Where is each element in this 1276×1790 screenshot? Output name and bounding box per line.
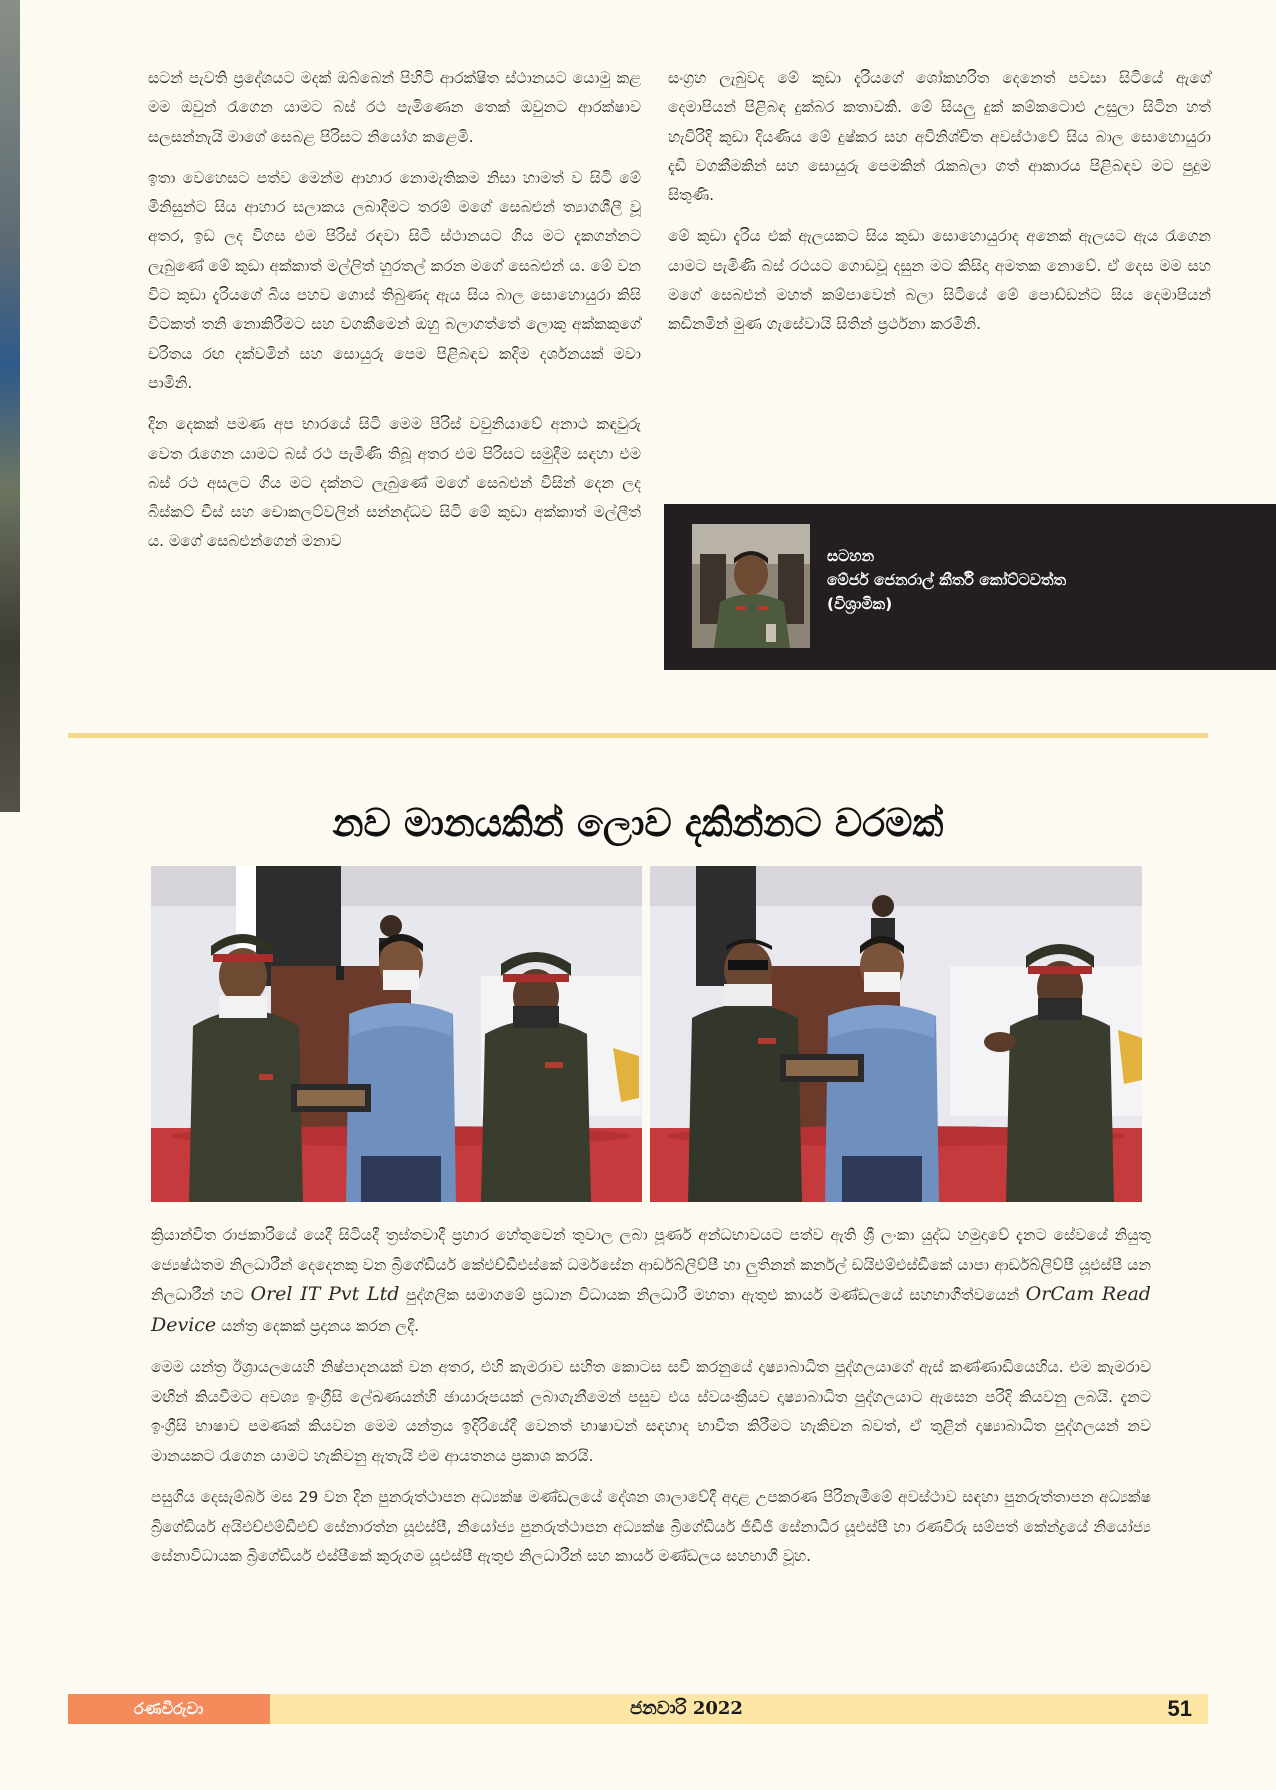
author-caption-text: [827, 544, 1227, 616]
paragraph-text: ක්‍රියාන්විත රාජකාරියේ යෙදී සිටියදී ත්‍රස්තවාදී ප්‍රහාර හේතුවෙන් තුවාල ලබා පූර්ණ අන්ධභාවයට පත්ව ඇති ශ්‍රී ලංකා යුද්ධ හමුදාවේ දැනට සේවයේ නියුතු ජ්‍යෙෂ්ඨතම නිලධාරීන් දෙදෙනකු වන බ්‍රිගේඩියර් කේඑච්ඩීඑස්කේ ධර්මසේන ආර්ඩබ්ලිව්පී හා ලුතිනන් කර්නල් ඩයිඑම්එස්ඩීකේ යාපා ආර්ඩබ්ලිව්පී යූඑස්පී යන නිලධාරීන් හට: [151, 1226, 1151, 1304]
paragraph: [151, 1221, 1151, 1341]
article-top-left-column: [148, 64, 641, 569]
author-name: මේජර් ජෙනරාල් කීර්ති කෝට්ටවත්ත: [827, 571, 1067, 589]
left-photo-edge: [0, 0, 20, 812]
author-caption-box: [664, 504, 1276, 670]
paragraph-text: පුද්ගලික සමාගමේ ප්‍රධාන විධායක නිලධාරී මහතා ඇතුළු කාර්ය මණ්ඩලයේ සහභාගීත්වයෙන්: [406, 1286, 1020, 1304]
article-headline: නව මානයකින් ලොව දකින්නට වරමක්: [332, 801, 944, 845]
company-name: Orel IT Pvt Ltd: [250, 1283, 400, 1305]
paragraph-text: යන්ත්‍ර දෙකක් ප්‍රදානය කරන ලදී.: [221, 1316, 420, 1335]
paragraph: දින දෙකක් පමණ අප භාරයේ සිටි මෙම පිරිස් වවුනියාවේ අනාථ කඳවුරු වෙත රැගෙන යාමට බස් රථ පැමිණි තිබූ අතර එම පිරිසට සමුදීම සඳහා එම බස් රථ අසලට ගිය මට දක්නට ලැබුණේ මගේ සෙබළුන් විසින් දෙන ලද බිස්කට් චීස් සහ චොකලට්වලින් සන්නද්ධව සිටි මේ කුඩා අක්කාත් මල්ලීත් ය. මගේ සෙබළුන්ගෙන් මනාව: [148, 415, 641, 551]
section-divider: [68, 733, 1208, 738]
article-top-right-column: [668, 64, 1211, 352]
magazine-name: රණවිරුවා: [68, 1694, 270, 1724]
article-main-body: [151, 1221, 1151, 1584]
author-photo: [692, 524, 810, 648]
paragraph: මේ කුඩා දැරිය එක් ඇලයකට සිය කුඩා සොහොයුරාද අනෙක් ඇලයට ඇය රැගෙන යාමට පැමිණි බස් රථයට ගොඩවූ දසුන මට කිසිදා අමතක නොවේ. ඒ දෙස මම සහ මගේ සෙබළුන් මහත් කම්පාවෙන් බලා සිටියේ මේ පොඩ්ඩන්ට සිය දෙමාපියන් කඩිනමින් මුණ ගැසේවායි සිතින් ප්‍රර්ථනා කරමිනි.: [668, 227, 1211, 334]
author-status: (විශ්‍රාමික): [827, 595, 893, 613]
issue-year: 2022: [692, 1698, 743, 1719]
page-number: 51: [1167, 1696, 1192, 1721]
paragraph: සටන් පැවති ප්‍රදේශයට මදක් ඔබ්බෙන් පිහිටි ආරක්ෂිත ස්ථානයට යොමු කළ මම ඔවුන් රැගෙන යාමට බස් රථ පැමිණෙන තෙක් ඔවුනට ආරක්ෂාව සලසන්නැයි මාගේ සෙබළ පිරිසට නියෝග කළෙමි.: [148, 69, 641, 146]
ceremony-photo-left: [151, 866, 642, 1202]
paragraph: පසුගිය දෙසැම්බර් මස 29 වන දින පුනරුත්ථාපන අධ්‍යක්ෂ මණ්ඩලයේ දේශන ශාලාවේදී අදාළ උපකරණ පිරිනැමීමේ අවස්ථාව සඳහා පුනරුත්තාපන අධ්‍යක්ෂ බ්‍රිගේඩියර් අයිඑච්එම්ඩීඑච් සේනාරත්න යූඑස්පී, නියෝජ්‍ය පුනරුත්ථාපන අධ්‍යක්ෂ බ්‍රිගේඩියර් ජීඩීජී සේනාධීර යූඑස්පී හා රණවිරු සම්පත් කේන්ද්‍රයේ නියෝජ්‍ය සේනාවිධායක බ්‍රිගේඩියර් එස්පීකේ කුරුගම යූඑස්පී ඇතුළු නිලධාරීන් සහ කාර්ය මණ්ඩලය සහභාගී වූහ.: [151, 1488, 1151, 1565]
paragraph: මෙම යන්ත්‍ර ඊශ්‍රායලයෙහි නිෂ්පාදනයක් වන අතර, එහි කැමරාව සහිත කොටස සවි කරනුයේ දෘෂ්‍යාබාධිත පුද්ගලයාගේ ඇස් කණ්ණාඩියෙහිය. එම කැමරාව මඟින් කියවීමට අවශ්‍ය ඉංග්‍රීසි ලේඛණයන්හි ඡායාරූපයක් ලබාගැනීමෙන් පසුව එය ස්වයංක්‍රීයව දෘෂ්‍යාබාධිත පුද්ගලයාට ඇසෙන පරිදි කියවනු ලබයි. දැනට ඉංග්‍රීසි භාෂාව පමණක් කියවන මෙම යන්ත්‍රය ඉදිරියේදී වෙනත් භාෂාවන් සඳහාද භාවිත කිරීමට හැකිවන බවත්, ඒ තුළින් දෘෂ්‍යාබාධිත පුද්ගලයන් නව මානයකට රැගෙන යාමට හැකිවනු ඇතැයි එම ආයතනය ප්‍රකාශ කරයි.: [151, 1358, 1151, 1465]
page-footer: [68, 1694, 1208, 1724]
paragraph: සංග්‍රහ ලැබුවද මේ කුඩා දැරියගේ ශෝකහරිත දෙනෙත් පවසා සිටියේ ඇගේ දෙමාපියන් පිළිබඳ දුක්බර කතාවකි. මේ සියලු දුක් කම්කටොළු උසුලා සිටින හත් හැවිරිදි කුඩා දියණිය මේ දුෂ්කර සහ අවිනිශ්චිත අවස්ථාවේ සිය බාල සොහොයුරා දැඩි වගකීමකින් සහ සොයුරු පෙමකින් රැකබලා ගත් ආකාරය පිළිබඳව මට පුදුම සිතුණි.: [668, 69, 1211, 205]
ceremony-photo-right: [650, 866, 1142, 1202]
issue-month: ජනවාරි: [630, 1698, 687, 1719]
device-name: OrCam Read Device: [151, 1283, 1151, 1336]
footer-strip: [270, 1694, 1208, 1724]
caption-label: සටහන: [827, 547, 875, 565]
issue-date: [630, 1694, 743, 1724]
paragraph: ඉතා වෙහෙසට පත්ව මෙන්ම ආහාර නොමැතිකම නිසා හාමත් ව සිටි මේ මිනිසුන්ට සිය ආහාර සලාකය ලබාදීමට තරම් මගේ සෙබළුන් ත්‍යාගශීලී වූ අතර, ඉඩ ලද විගස එම පිරිස් රඳවා සිටි ස්ථානයට ගිය මට දැකගන්නට ලැබුණේ මේ කුඩා අක්කාත් මල්ලිත් හුරතල් කරන මගේ සෙබළුන් ය. මේ වන විට කුඩා දැරියගේ බිය පහව ගොස් තිබුණද ඇය සිය බාල සොහොයුරා කිසි විටකත් තනි නොකිරීමට සහ වගකීමෙන් ඔහු බලාගත්තේ ලොකු අක්කකුගේ චරිතය රඟ දක්වමින් සහ සොයුරු පෙම පිළිබඳව කදිම දර්ශනයක් මවා පාමිනි.: [148, 168, 641, 392]
